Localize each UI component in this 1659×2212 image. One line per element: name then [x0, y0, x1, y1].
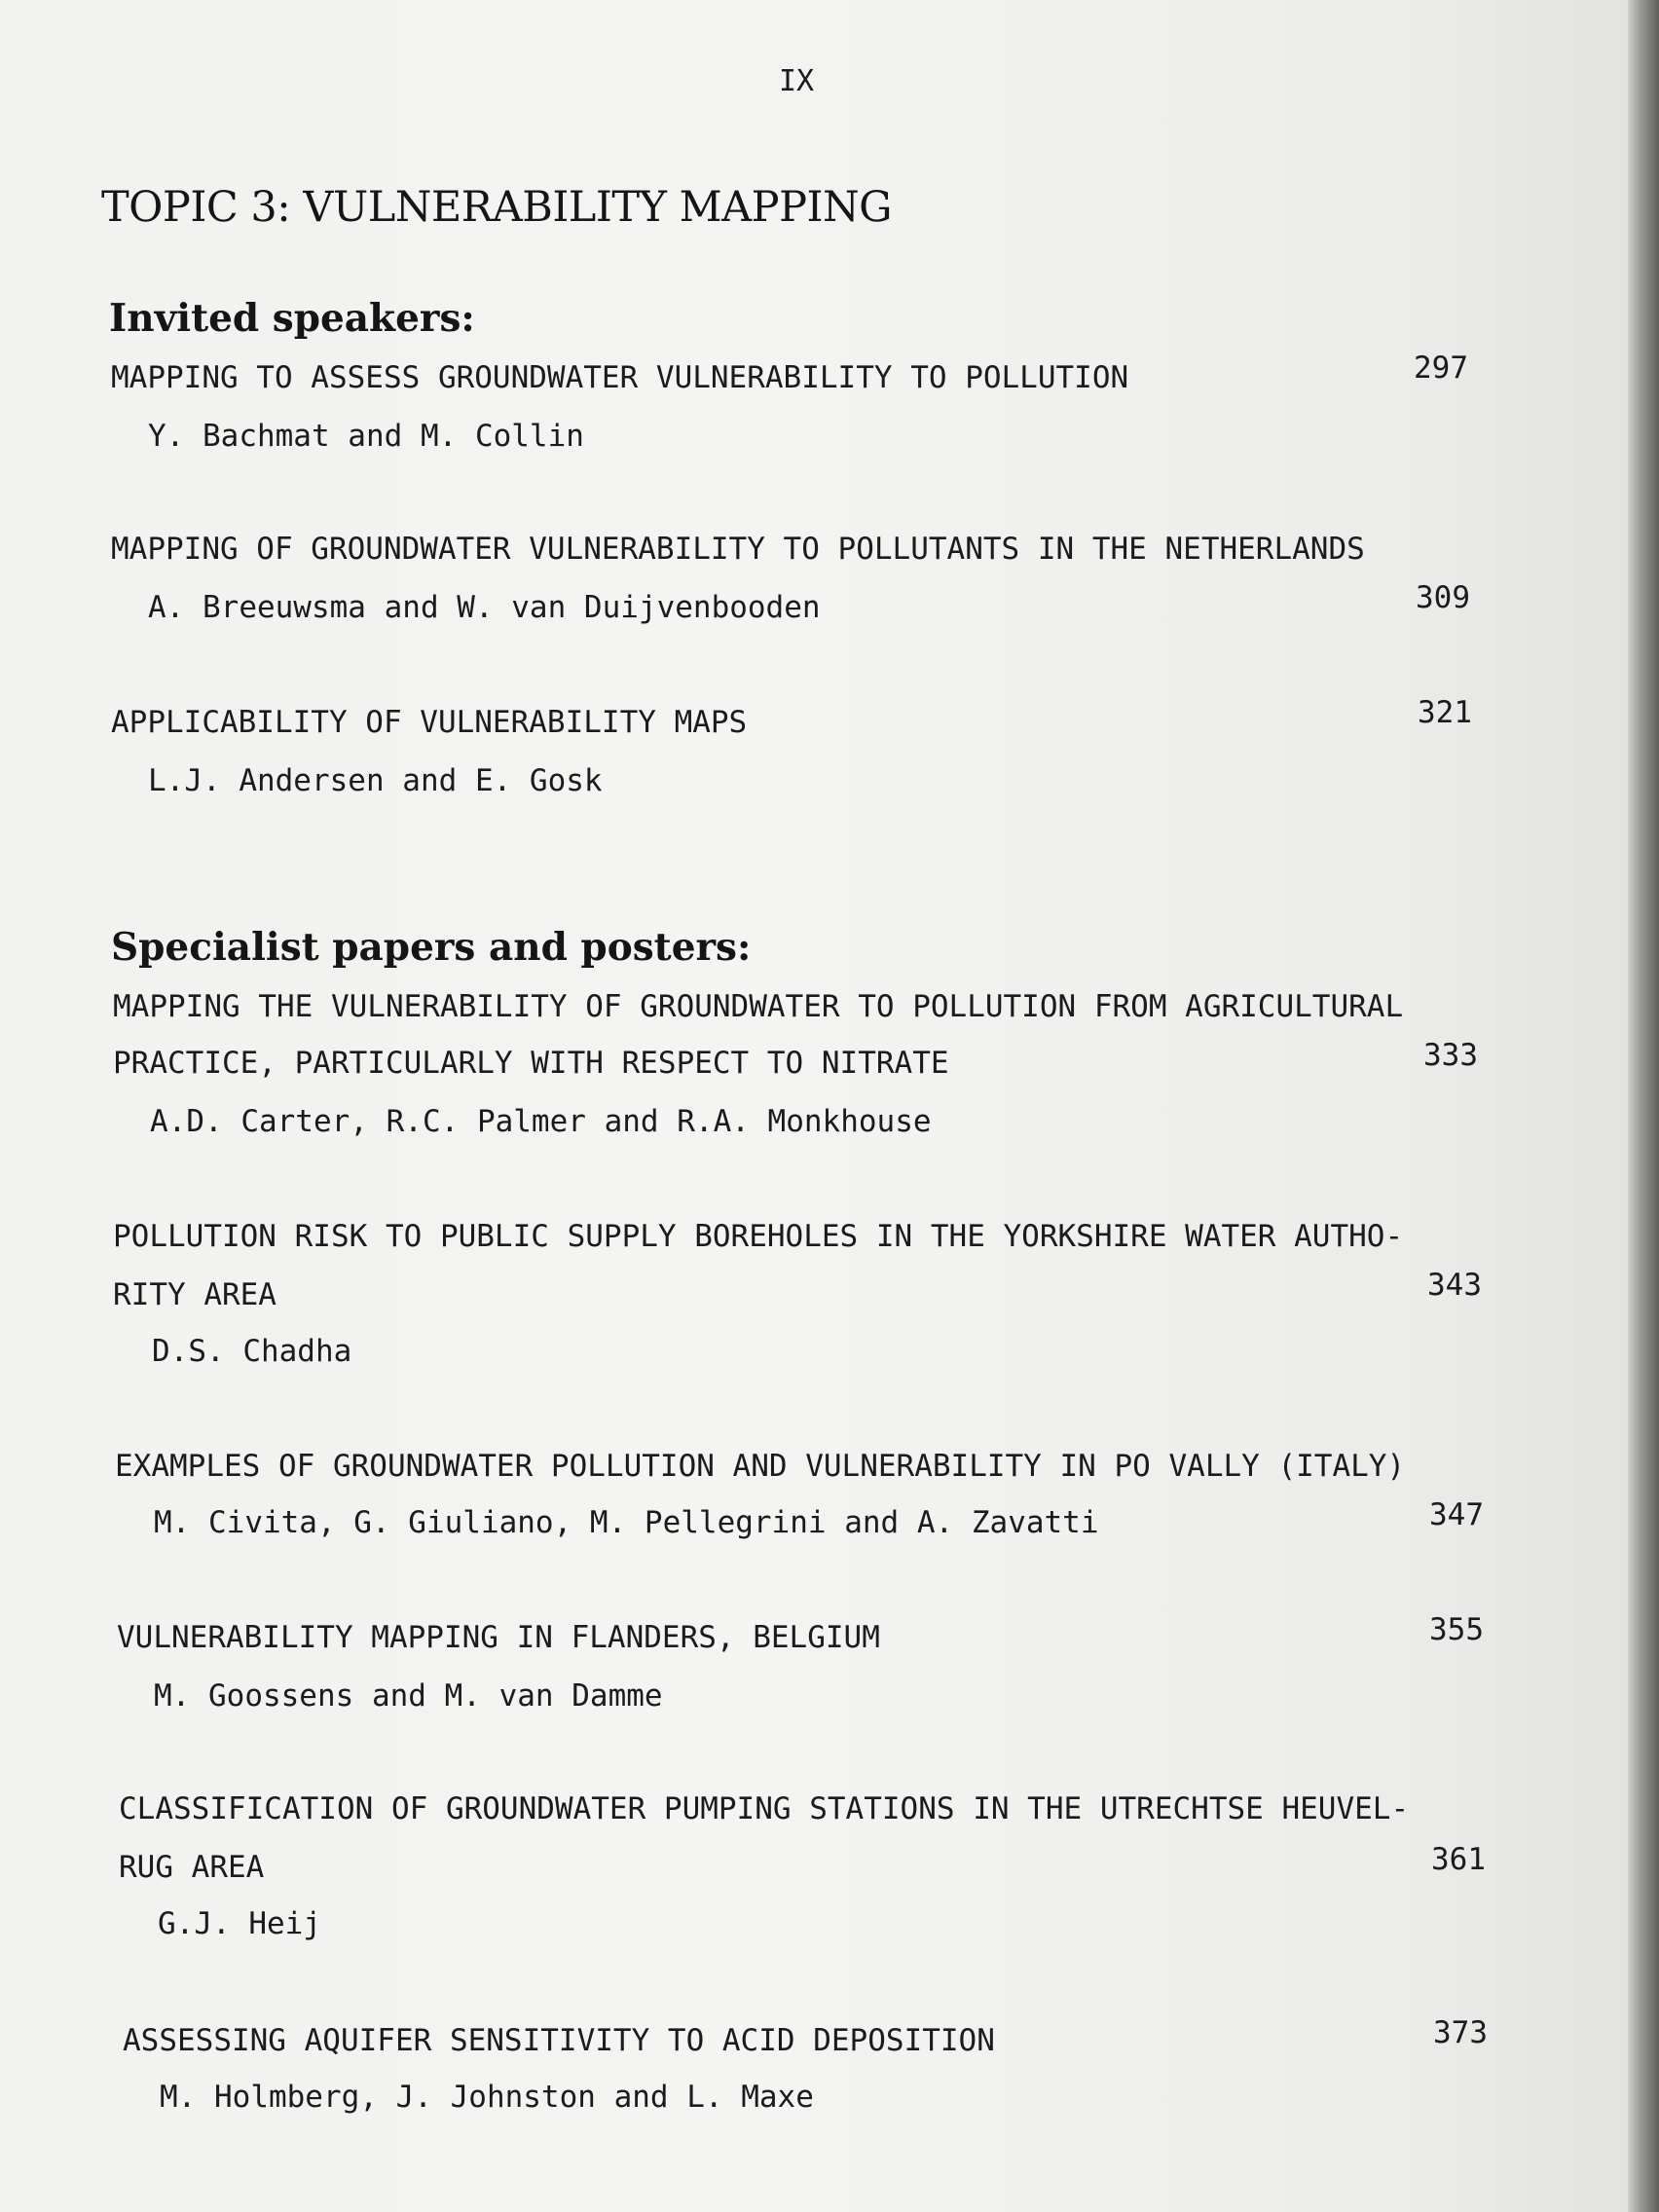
entry-page: 321	[1418, 695, 1472, 730]
entry-title: ASSESSING AQUIFER SENSITIVITY TO ACID DEPOSITION	[123, 2023, 995, 2058]
entry-authors: Y. Bachmat and M. Collin	[148, 419, 584, 454]
page-edge-shadow	[1628, 0, 1659, 2212]
entry-page: 333	[1423, 1038, 1478, 1073]
entry-title: MAPPING THE VULNERABILITY OF GROUNDWATER TO POLLUTION FROM AGRICULTURAL	[113, 989, 1404, 1024]
entry-title-cont: RUG AREA	[119, 1850, 265, 1885]
entry-title-cont: RITY AREA	[113, 1277, 276, 1312]
page-number: IX	[779, 64, 815, 98]
entry-page: 361	[1431, 1842, 1486, 1877]
entry-authors: D.S. Chadha	[152, 1334, 352, 1369]
entry-title: CLASSIFICATION OF GROUNDWATER PUMPING STATIONS IN THE UTRECHTSE HEUVEL-	[119, 1791, 1410, 1826]
entry-authors: M. Civita, G. Giuliano, M. Pellegrini and A. Zavatti	[154, 1505, 1099, 1540]
entry-page: 347	[1429, 1497, 1484, 1532]
entry-page: 309	[1416, 580, 1470, 615]
entry-page: 343	[1427, 1268, 1482, 1303]
entry-title: EXAMPLES OF GROUNDWATER POLLUTION AND VULNERABILITY IN PO VALLY (ITALY)	[115, 1449, 1406, 1484]
entry-title: APPLICABILITY OF VULNERABILITY MAPS	[111, 705, 748, 740]
entry-title: VULNERABILITY MAPPING IN FLANDERS, BELGIUM	[117, 1620, 880, 1655]
entry-page: 373	[1433, 2015, 1488, 2050]
topic-heading: TOPIC 3: VULNERABILITY MAPPING	[101, 183, 892, 232]
entry-authors: L.J. Andersen and E. Gosk	[148, 763, 603, 798]
entry-authors: G.J. Heij	[158, 1906, 321, 1941]
entry-title-cont: PRACTICE, PARTICULARLY WITH RESPECT TO NITRATE	[113, 1046, 949, 1081]
entry-authors: A.D. Carter, R.C. Palmer and R.A. Monkhouse	[150, 1104, 932, 1139]
entry-title: POLLUTION RISK TO PUBLIC SUPPLY BOREHOLES IN THE YORKSHIRE WATER AUTHO-	[113, 1219, 1404, 1254]
entry-page: 297	[1414, 350, 1468, 386]
specialist-heading: Specialist papers and posters:	[111, 925, 752, 970]
entry-title: MAPPING OF GROUNDWATER VULNERABILITY TO POLLUTANTS IN THE NETHERLANDS	[111, 532, 1365, 567]
invited-speakers-heading: Invited speakers:	[109, 296, 475, 341]
entry-authors: A. Breeuwsma and W. van Duijvenbooden	[148, 590, 821, 625]
entry-authors: M. Goossens and M. van Damme	[154, 1678, 663, 1714]
entry-authors: M. Holmberg, J. Johnston and L. Maxe	[160, 2080, 814, 2115]
entry-page: 355	[1429, 1612, 1484, 1647]
entry-title: MAPPING TO ASSESS GROUNDWATER VULNERABILITY TO POLLUTION	[111, 360, 1129, 395]
